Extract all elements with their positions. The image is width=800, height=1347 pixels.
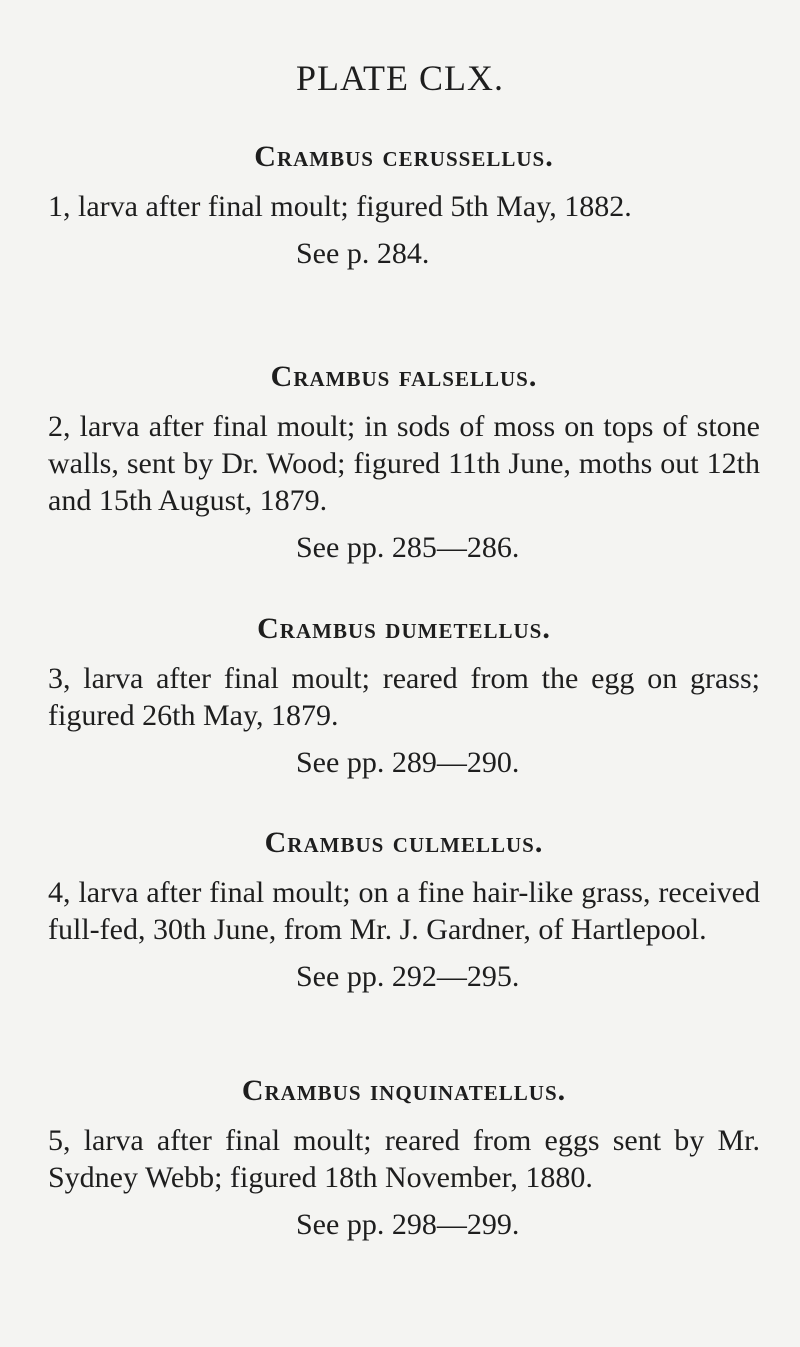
- figure-description: 5, larva after final moult; reared from eggs sent by Mr. Sydney Webb; figured 18th November, 1880.: [48, 1124, 760, 1194]
- species-heading: Crambus culmellus.: [264, 826, 544, 859]
- page-reference: See pp. 292—295.: [296, 960, 520, 993]
- page-reference: See p. 284.: [296, 237, 430, 270]
- species-entry: [48, 140, 760, 271]
- figure-description: 2, larva after final moult; in sods of moss on tops of stone walls, sent by Dr. Wood; figured 11th June, moths out 12th and 15th August, 1879.: [48, 410, 760, 517]
- page-reference: See pp. 285—286.: [296, 531, 520, 564]
- page-reference: See pp. 289—290.: [296, 746, 520, 779]
- page-reference: See pp. 298—299.: [296, 1208, 520, 1241]
- figure-description: 4, larva after final moult; on a fine hair-like grass, received full-fed, 30th June, from Mr. J. Gardner, of Hartlepool.: [48, 876, 760, 946]
- species-heading: Crambus inquinatellus.: [241, 1074, 567, 1107]
- figure-description: 3, larva after final moult; reared from the egg on grass; figured 26th May, 1879.: [48, 662, 760, 732]
- species-heading: Crambus falsellus.: [270, 360, 538, 393]
- figure-description: 1, larva after final moult; figured 5th May, 1882.: [48, 190, 632, 223]
- species-heading: Crambus cerussellus.: [254, 140, 554, 173]
- species-entry: [48, 1074, 760, 1242]
- species-heading: Crambus dumetellus.: [257, 612, 551, 645]
- species-entry: [48, 360, 760, 565]
- species-entry: [48, 612, 760, 780]
- plate-title: PLATE CLX.: [296, 58, 504, 98]
- species-entry: [48, 826, 760, 994]
